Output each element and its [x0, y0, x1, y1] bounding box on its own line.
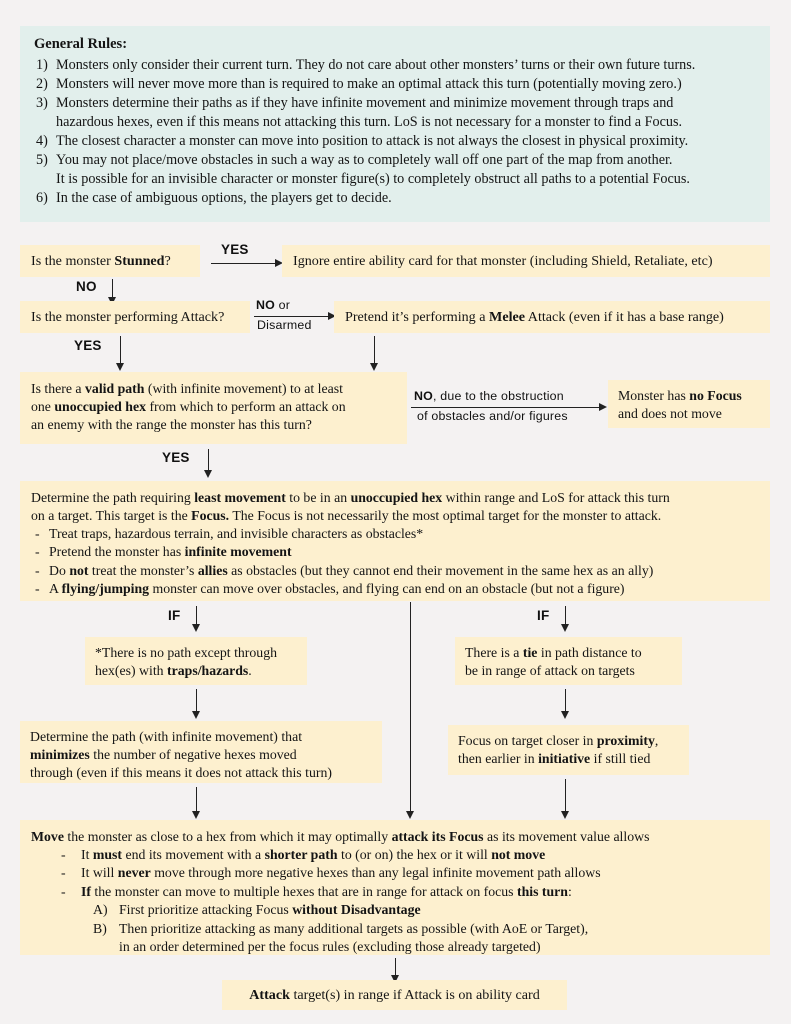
- move-bullet: [57, 846, 759, 864]
- tie-line1-a: There is a: [465, 645, 523, 660]
- focus-bullet-text: Treat traps, hazardous terrain, and invisible characters as obstacles*: [49, 525, 424, 541]
- edge-label-attack-no: [256, 298, 290, 312]
- focus-bullet-bold: infinite movement: [184, 544, 292, 560]
- stunned-question-box: [20, 245, 200, 277]
- priority-label-a: A): [93, 902, 108, 918]
- attack-question-text: Is the monster performing Attack?: [31, 308, 225, 325]
- focus-bullet-text: A: [49, 581, 62, 597]
- move-b1-e: to (or on) the hex or it will: [337, 846, 492, 862]
- valid-path-line2-a: one: [31, 398, 55, 414]
- minimize-line2-b: the number of negative hexes moved: [89, 746, 297, 762]
- arrow-proximity-to-move: [561, 811, 569, 819]
- no-focus-line2: and does not move: [618, 405, 722, 421]
- rule-number: 3): [36, 94, 48, 111]
- move-b1-d: shorter path: [264, 846, 338, 862]
- attack-no-result-post: Attack (even if it has a base range): [525, 308, 724, 325]
- no-focus-bold: no Focus: [689, 388, 742, 403]
- move-title-a: Move: [31, 829, 64, 844]
- valid-path-line2-c: from which to perform an attack on: [146, 398, 346, 414]
- connector-stunned-yes: [211, 263, 277, 264]
- stunned-question-bold: Stunned: [114, 252, 165, 269]
- move-b1-b: must: [92, 846, 123, 862]
- edge-label-validpath-no-top: [414, 389, 564, 403]
- rule-text-cont: It is possible for an invisible character or monster figure(s) to completely obstruct all paths to a potential Focus.: [56, 171, 690, 188]
- general-rules-heading: General Rules:: [34, 36, 128, 52]
- connector-validpath-no: [411, 407, 601, 408]
- edge-label-validpath-no-bottom: of obstacles and/or figures: [417, 409, 568, 423]
- move-b3-a: If: [81, 883, 91, 899]
- move-b1-c: end its movement with a: [122, 846, 265, 862]
- arrow-validpath-yes: [204, 470, 212, 478]
- edge-label-validpath-no-word: NO: [414, 389, 433, 403]
- focus-p1-d: unoccupied hex: [350, 490, 443, 505]
- no-focus-pre: Monster has: [618, 388, 690, 403]
- move-a-text-b: without Disadvantage: [292, 902, 421, 918]
- minimize-line2-a: minimizes: [30, 746, 90, 762]
- focus-bullet-text: Do: [49, 562, 70, 578]
- proximity-line1-a: Focus on target closer in: [458, 733, 597, 748]
- rule-number: 6): [36, 190, 48, 207]
- proximity-line2-b: initiative: [538, 750, 591, 766]
- final-attack-box: [222, 980, 567, 1010]
- rule-text: Monsters only consider their current turn. They do not care about other monsters’ turns or their own future turns.: [56, 56, 696, 73]
- move-priority-item: [93, 901, 759, 919]
- move-bullet: [57, 883, 759, 901]
- focus-p2-c: The Focus is not necessarily the most optimal target for the monster to attack.: [229, 507, 662, 523]
- stunned-yes-result-box: [282, 245, 770, 277]
- rule-number: 5): [36, 151, 48, 168]
- stunned-question-pre: Is the monster: [31, 252, 115, 269]
- move-title-b: the monster as close to a hex from which it may optimally: [63, 829, 392, 844]
- edge-label-attack-yes: YES: [74, 338, 102, 353]
- minimize-negative-hexes-box: [20, 721, 382, 783]
- focus-bullet-text2: treat the monster’s: [88, 562, 198, 578]
- focus-bullet-bold2: allies: [197, 562, 228, 578]
- traps-hazards-box: [85, 637, 307, 685]
- rule-number: 2): [36, 75, 48, 92]
- focus-p1-e: within range and LoS for attack this turn: [442, 490, 670, 505]
- final-attack-bold: Attack: [249, 986, 290, 1003]
- arrow-attack-yes: [116, 363, 124, 371]
- valid-path-line1-b: valid path: [85, 381, 145, 396]
- move-b-text-b: in an order determined per the focus rules (excluding those already targeted): [119, 939, 541, 955]
- rule-text-cont: hazardous hexes, even if this means not attacking this turn. LoS is not necessary for a monster to find a Focus.: [56, 113, 683, 130]
- valid-path-line1-c: (with infinite movement) to at least: [144, 381, 343, 396]
- proximity-line1-b: proximity: [596, 733, 655, 748]
- focus-bullet-bold: not: [69, 562, 89, 578]
- focus-bullet-text: Pretend the monster has: [49, 544, 185, 560]
- proximity-initiative-box: [448, 725, 689, 775]
- move-b3-b: the monster can move to multiple hexes that are in range for attack on focus: [90, 883, 517, 899]
- focus-bullet: [31, 580, 759, 598]
- focus-bullet-text2: monster can move over obstacles, and flying can end on an obstacle (but not a figure): [149, 581, 625, 597]
- edge-label-stunned-yes: YES: [221, 242, 249, 257]
- focus-bullet: [31, 562, 759, 580]
- minimize-line3: through (even if this means it does not attack this turn): [30, 764, 332, 780]
- move-b3-d: :: [567, 883, 572, 899]
- arrow-minimize-to-move: [192, 811, 200, 819]
- traps-line2-c: .: [248, 662, 252, 678]
- valid-path-line2-b: unoccupied hex: [54, 398, 146, 414]
- rule-item: [34, 132, 758, 151]
- edge-label-attack-no-word: NO: [256, 298, 275, 312]
- connector-attack-no: [254, 316, 330, 317]
- connector-focus-to-move: [410, 602, 411, 814]
- move-title-c: attack its Focus: [391, 829, 484, 844]
- move-b-text-a: Then prioritize attacking as many additional targets as possible (with AoE or Target),: [119, 920, 589, 936]
- move-b2-c: move through more negative hexes than any legal infinite movement path allows: [150, 865, 601, 881]
- bullet-dash: -: [61, 846, 66, 862]
- move-bullet: [57, 864, 759, 882]
- stunned-yes-result-text: Ignore entire ability card for that monster (including Shield, Retaliate, etc): [293, 252, 713, 269]
- general-rules-list: [34, 56, 758, 209]
- move-b1-a: It: [81, 846, 93, 862]
- minimize-line1: Determine the path (with infinite movement) that: [30, 729, 303, 744]
- valid-path-line1-a: Is there a: [31, 381, 86, 396]
- bullet-dash: -: [61, 883, 66, 899]
- focus-determination-box: [20, 481, 770, 601]
- rule-item: [34, 75, 758, 94]
- attack-question-box: [20, 301, 250, 333]
- stunned-question-post: ?: [164, 252, 171, 269]
- arrow-validpath-no: [599, 403, 607, 411]
- edge-label-validpath-yes: YES: [162, 450, 190, 465]
- move-a-text-a: First prioritize attacking Focus: [119, 902, 293, 918]
- traps-line2-b: traps/hazards: [167, 662, 249, 678]
- focus-bullet-text3: as obstacles (but they cannot end their movement in the same hex as an ally): [227, 562, 654, 578]
- traps-line2-a: hex(es) with: [95, 662, 168, 678]
- move-b3-c: this turn: [517, 883, 568, 899]
- rule-item: [34, 94, 758, 132]
- rule-text: Monsters determine their paths as if they have infinite movement and minimize movement through traps and: [56, 94, 674, 111]
- connector-minimize-to-move: [196, 787, 197, 814]
- general-rules-panel: [20, 26, 770, 222]
- arrow-tie-down: [561, 711, 569, 719]
- focus-p1-a: Determine the path requiring: [31, 490, 195, 505]
- final-attack-rest: target(s) in range if Attack is on ability card: [289, 986, 540, 1003]
- rule-text: In the case of ambiguous options, the players get to decide.: [56, 190, 392, 207]
- move-priority-list: [31, 901, 759, 956]
- edge-label-stunned-no: NO: [76, 279, 97, 294]
- focus-bullet-bold: flying/jumping: [61, 581, 150, 597]
- tie-line1-b: tie: [522, 645, 538, 660]
- edge-label-attack-disarmed: Disarmed: [257, 318, 312, 332]
- tie-box: [455, 637, 682, 685]
- focus-p2-a: on a target. This target is the: [31, 507, 192, 523]
- attack-no-result-box: [334, 301, 770, 333]
- focus-p2-b: Focus.: [191, 507, 230, 523]
- tie-line1-c: in path distance to: [537, 645, 642, 660]
- rule-number: 4): [36, 132, 48, 149]
- bullet-dash: -: [35, 581, 40, 597]
- bullet-dash: -: [35, 562, 40, 578]
- tie-line2: be in range of attack on targets: [465, 662, 635, 678]
- focus-bullet-list: [31, 525, 759, 599]
- proximity-line2-a: then earlier in: [458, 750, 539, 766]
- arrow-focus-to-move: [406, 811, 414, 819]
- move-monster-box: [20, 820, 770, 955]
- focus-bullet: [31, 525, 759, 543]
- move-priority-item: [93, 920, 759, 957]
- rule-number: 1): [36, 56, 48, 73]
- connector-proximity-to-move: [565, 779, 566, 814]
- rule-text: The closest character a monster can move into position to attack is not always the closest in physical proximity.: [56, 132, 689, 149]
- arrow-melee-down: [370, 363, 378, 371]
- rule-text: You may not place/move obstacles in such a way as to completely wall off one part of the map from another.: [56, 151, 673, 168]
- focus-p1-b: least movement: [194, 490, 286, 505]
- attack-no-result-pre: Pretend it’s performing a: [345, 308, 490, 325]
- edge-label-attack-or: or: [278, 298, 291, 312]
- proximity-line1-c: ,: [654, 733, 659, 748]
- move-title-d: as its movement value allows: [483, 829, 650, 844]
- edge-label-validpath-no-rest: , due to the obstruction: [433, 389, 564, 403]
- move-b2-b: never: [117, 865, 151, 881]
- edge-label-if-right: IF: [537, 608, 550, 623]
- traps-line1: *There is no path except through: [95, 645, 277, 660]
- focus-bullet: [31, 543, 759, 561]
- valid-path-line3: an enemy with the range the monster has this turn?: [31, 416, 312, 432]
- rule-item: [34, 56, 758, 75]
- attack-no-result-bold: Melee: [489, 308, 526, 325]
- arrow-if-right: [561, 624, 569, 632]
- move-bullet-list: [31, 846, 759, 901]
- rule-text: Monsters will never move more than is required to make an optimal attack this turn (potentially moving zero.): [56, 75, 682, 92]
- bullet-dash: -: [35, 544, 40, 560]
- focus-p1-c: to be in an: [285, 490, 351, 505]
- edge-label-if-left: IF: [168, 608, 181, 623]
- valid-path-question-box: [20, 372, 407, 444]
- arrow-traps-down: [192, 711, 200, 719]
- priority-label-b: B): [93, 920, 107, 936]
- arrow-if-left: [192, 624, 200, 632]
- bullet-dash: -: [61, 865, 66, 881]
- proximity-line2-c: if still tied: [590, 750, 651, 766]
- connector-melee-down: [374, 336, 375, 366]
- move-b2-a: It will: [81, 865, 118, 881]
- rule-item: [34, 151, 758, 189]
- no-focus-result-box: [608, 380, 770, 428]
- rule-item: [34, 189, 758, 208]
- connector-attack-yes: [120, 336, 121, 366]
- bullet-dash: -: [35, 525, 40, 541]
- move-b1-f: not move: [491, 846, 546, 862]
